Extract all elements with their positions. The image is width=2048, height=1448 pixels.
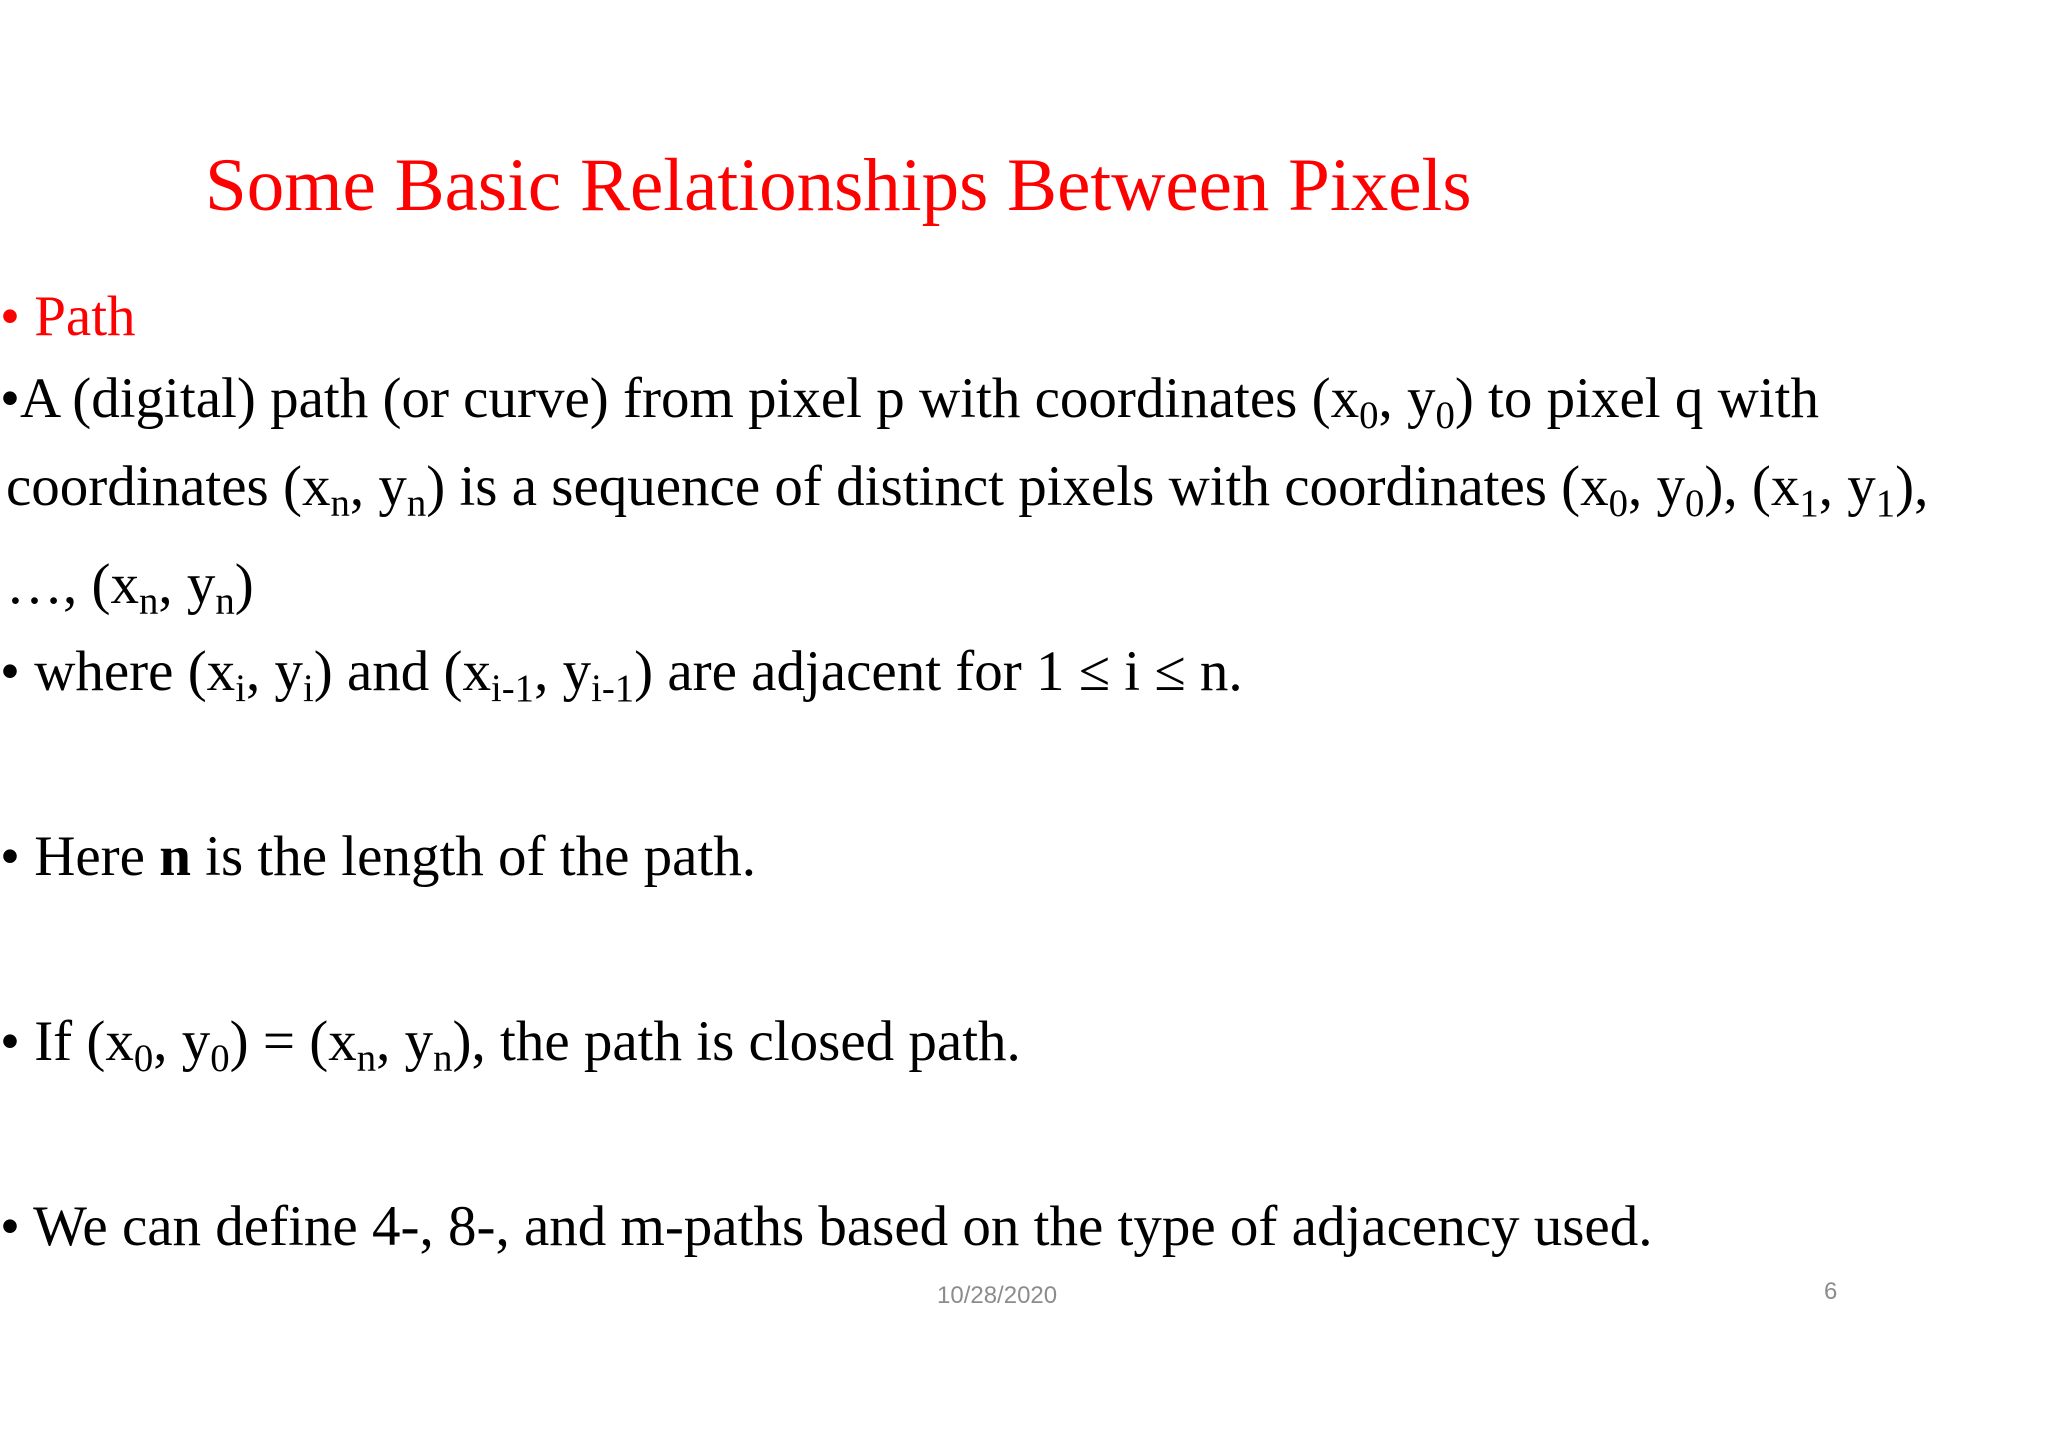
bullet: • — [0, 285, 20, 348]
m-paths-line: • We can define 4-, 8-, and m-paths based on the type of adjacency used. — [0, 1195, 1653, 1258]
path-length-line: • Here n is the length of the path. — [0, 825, 757, 888]
footer-date: 10/28/2020 — [937, 1282, 1058, 1309]
adjacency-condition-line: • where ($x_i$, $y_i$) and ($x_{i-1}$, $y_{i-1}$) are adjacent for 1 ≤ i ≤ n. — [0, 640, 1243, 710]
closed-path-line: • If ($x_0$, $y_0) = (x_n$, $y_n$), the path is closed path. — [0, 1010, 1021, 1080]
path-heading — [0, 285, 136, 348]
definition-line-2: coordinates ($x_n$, $y_n$) is a sequence of distinct pixels with coordinates ($x_0$, $y_0$), ($x_1$, $y_1$), — [6, 455, 1929, 525]
page-number: 6 — [1824, 1278, 1838, 1305]
path-heading-text: Path — [34, 285, 136, 348]
slide-title: Some Basic Relationships Between Pixels — [205, 144, 1472, 227]
definition-line-1: •A (digital) path (or curve) from pixel p with coordinates ($x_0$, $y_0$) to pixel q with — [0, 367, 1819, 437]
definition-line-3: …, ($x_n$, $y_n$) — [6, 553, 254, 623]
